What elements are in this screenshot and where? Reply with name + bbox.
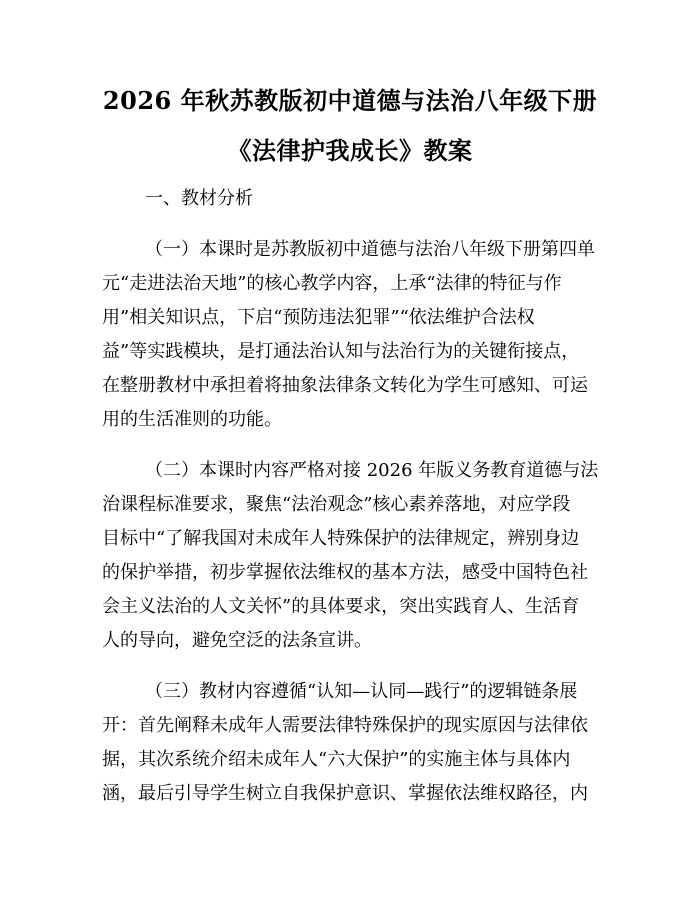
paragraph-1-line-1: （一）本课时是苏教版初中道德与法治八年级下册第四单	[145, 239, 595, 260]
paragraph-3-line-4: 涵，最后引导学生树立自我保护意识、掌握依法维权路径，内	[102, 783, 588, 804]
paragraph-3-line-2: 开：首先阐释未成年人需要法律特殊保护的现实原因与法律依	[102, 715, 588, 736]
paragraph-2-line-4: 的保护举措，初步掌握依法维权的基本方法，感受中国特色社	[102, 562, 588, 583]
document-title-line-2: 《法律护我成长》教案	[227, 136, 473, 165]
paragraph-1-line-2: 元“走进法治天地”的核心教学内容，上承“法律的特征与作	[102, 273, 562, 294]
paragraph-2-line-6: 人的导向，避免空泛的法条宣讲。	[102, 630, 372, 651]
paragraph-2-line-2: 治课程标准要求，聚焦“法治观念”核心素养落地，对应学段	[102, 494, 571, 515]
paragraph-2-line-5: 会主义法治的人文关怀”的具体要求，突出实践育人、生活育	[102, 596, 580, 617]
paragraph-1-line-6: 用的生活准则的功能。	[102, 409, 282, 430]
paragraph-3-line-1: （三）教材内容遵循“认知—认同—践行”的逻辑链条展	[145, 681, 578, 702]
paragraph-2-line-3: 目标中“了解我国对未成年人特殊保护的法律规定，辨别身边	[102, 528, 580, 549]
paragraph-2-line-1: （二）本课时内容严格对接 2026 年版义务教育道德与法	[145, 460, 599, 481]
paragraph-1-line-5: 在整册教材中承担着将抽象法律条文转化为学生可感知、可运	[102, 375, 588, 396]
document-title-line-1: 2026 年秋苏教版初中道德与法治八年级下册	[102, 86, 598, 115]
paragraph-3-line-3: 据，其次系统介绍未成年人“六大保护”的实施主体与具体内	[102, 749, 571, 770]
section-heading-textbook-analysis: 一、教材分析	[145, 188, 253, 209]
paragraph-1-line-4: 益”等实践模块，是打通法治认知与法治行为的关键衔接点，	[102, 341, 580, 362]
paragraph-1-line-3: 用”相关知识点，下启“预防违法犯罪”“依法维护合法权	[102, 307, 535, 328]
